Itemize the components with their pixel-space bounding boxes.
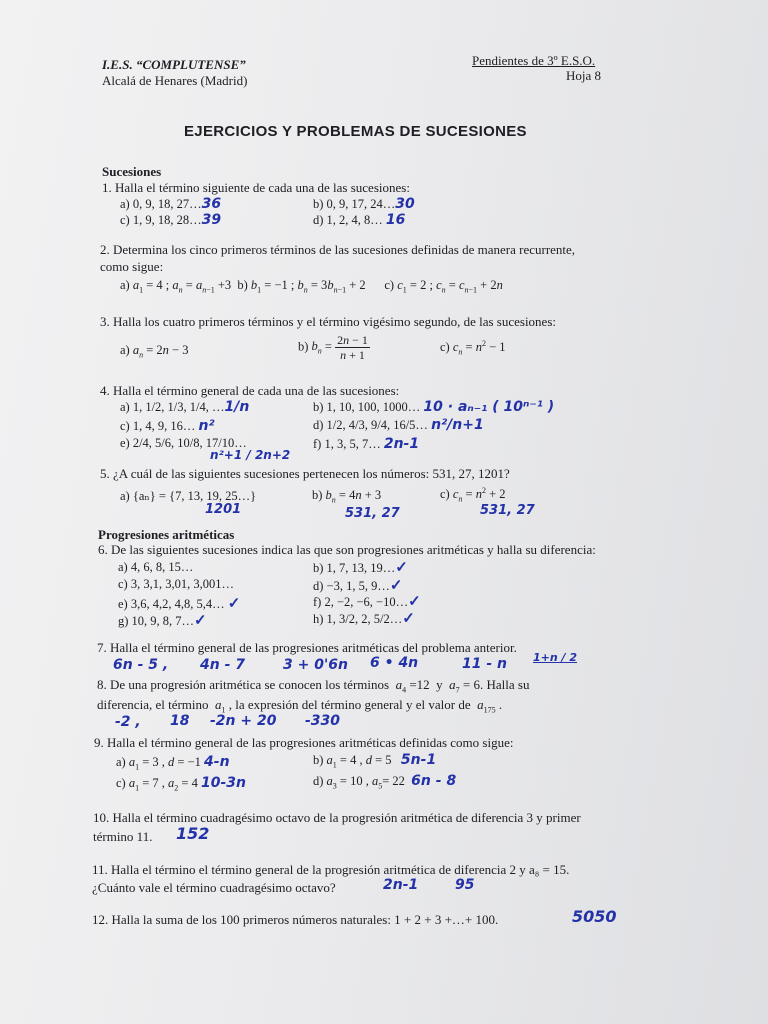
q11-statement-2: ¿Cuánto vale el término cuadragésimo octavo?: [92, 880, 336, 895]
q11-answer-1: 2n-1: [383, 877, 419, 893]
q6-a: a) 4, 6, 8, 15…: [118, 560, 194, 574]
q1-c: c) 1, 9, 18, 28…39: [120, 212, 222, 228]
q6-statement: 6. De las siguientes sucesiones indica las que son progresiones aritméticas y halla su diferencia:: [98, 542, 596, 557]
q3-c: c) $c_n = n^2 - 1$: [440, 339, 506, 357]
sheet-number: Hoja 8: [566, 68, 602, 83]
q9-a-answer: 4-n: [204, 754, 230, 770]
q5-c-answer: 531, 27: [480, 503, 535, 518]
q6-e-check: ✓: [227, 596, 241, 612]
q4-d: d) 1/2, 4/3, 9/4, 16/5… n²/n+1: [313, 417, 484, 433]
q6-f-check: ✓: [408, 594, 421, 610]
q2-statement-1: 2. Determina los cinco primeros términos de las sucesiones definidas de manera recurrente,: [100, 242, 576, 257]
q1-c-answer: 39: [201, 212, 222, 228]
q4-e-answer: n²+1 / 2n+2: [210, 448, 291, 462]
school-name: I.E.S. “COMPLUTENSE”: [102, 57, 246, 72]
q7-statement: 7. Halla el término general de las progresiones aritméticas del problema anterior.: [97, 640, 517, 655]
q6-g-check: ✓: [194, 613, 207, 629]
q1-a-answer: 36: [201, 196, 222, 212]
section-sucesiones: Sucesiones: [102, 164, 162, 179]
q6-c: c) 3, 3,1, 3,01, 3,001…: [118, 577, 234, 591]
q6-h: h) 1, 3/2, 2, 5/2…✓: [313, 611, 415, 627]
q7-answer-5: 11 - n: [462, 656, 508, 672]
q4-b: b) 1, 10, 100, 1000… 10 · aₙ₋₁ ( 10ⁿ⁻¹ ): [313, 399, 555, 415]
q4-b-answer: 10 · aₙ₋₁ ( 10ⁿ⁻¹ ): [423, 399, 555, 415]
q6-h-check: ✓: [402, 611, 415, 627]
q1-d: d) 1, 2, 4, 8… 16: [313, 212, 406, 228]
q1-a: a) 0, 9, 18, 27…36: [120, 196, 222, 212]
page-title: EJERCICIOS Y PROBLEMAS DE SUCESIONES: [184, 123, 527, 140]
q3-statement: 3. Halla los cuatro primeros términos y el término vigésimo segundo, de las sucesiones:: [100, 314, 556, 329]
q6-f: f) 2, −2, −6, −10…✓: [313, 594, 421, 610]
q6-e: e) 3,6, 4,2, 4,8, 5,4… ✓: [118, 596, 241, 612]
q4-c-answer: n²: [198, 418, 215, 434]
course-label: Pendientes de 3º E.S.O.: [472, 53, 596, 68]
q1-d-answer: 16: [385, 212, 406, 228]
q9-b: b) $a_1 = 4$ , d = 5 5n-1: [313, 752, 437, 770]
q6-d-check: ✓: [389, 578, 403, 594]
q11-answer-2: 95: [455, 877, 475, 893]
q1-b: b) 0, 9, 17, 24…30: [313, 196, 415, 212]
q4-f-answer: 2n-1: [383, 436, 420, 452]
q5-c: c) $c_n = n^2 + 2$: [440, 486, 506, 504]
q5-b: b) $b_n = 4n + 3$: [312, 488, 382, 505]
section-progresiones: Progresiones aritméticas: [98, 527, 235, 542]
q5-a-answer: 1201: [205, 502, 242, 517]
q7-answer-1: 6n - 5 ,: [113, 657, 169, 673]
q4-statement: 4. Halla el término general de cada una de las sucesiones:: [100, 383, 400, 398]
q8-statement-1: 8. De una progresión aritmética se conocen los términos $a_4 =12$ y $a_7 = 6$. Halla su: [97, 677, 530, 695]
q10-answer: 152: [176, 824, 210, 843]
q8-answer-2: 18: [170, 713, 190, 729]
q9-b-answer: 5n-1: [400, 752, 437, 768]
q10-statement-1: 10. Halla el término cuadragésimo octavo de la progresión aritmética de diferencia 3 y primer: [93, 810, 581, 825]
q10-statement-2: término 11.: [93, 829, 153, 844]
q8-answer-1: -2 ,: [115, 714, 141, 730]
q7-answer-4: 6 • 4n: [370, 655, 419, 671]
q4-c: c) 1, 4, 9, 16… n²: [120, 418, 215, 434]
q6-d: d) −3, 1, 5, 9…✓: [313, 578, 403, 594]
q8-answer-4: -330: [305, 713, 341, 729]
q2-formulas: a) $a_1 = 4$ ; $a_n = a_{n-1} +3$ b) $b_1 = -1$ ; $b_n = 3b_{n-1} + 2$ c) $c_1 = 2$ ; $c_n = c_{n-1} + 2n$: [120, 278, 503, 295]
q4-f: f) 1, 3, 5, 7… 2n-1: [313, 436, 420, 452]
q9-d: d) $a_3 = 10$ , $a_5= 22$ 6n - 8: [313, 773, 457, 791]
q6-b-check: ✓: [395, 560, 408, 576]
q5-b-answer: 531, 27: [345, 506, 400, 521]
q5-a: a) {aₙ} = {7, 13, 19, 25…}: [120, 489, 257, 503]
q7-answer-2: 4n - 7: [200, 657, 246, 673]
q9-a: a) $a_1 = 3$ , d = −1 4-n: [116, 754, 230, 772]
school-city: Alcalá de Henares (Madrid): [102, 73, 248, 88]
q12-statement: 12. Halla la suma de los 100 primeros números naturales: 1 + 2 + 3 +…+ 100.: [92, 912, 499, 927]
q7-answer-3: 3 + 0'6n: [283, 657, 348, 673]
q3-b: b) $b_n$ = $\frac{2n - 1}{n + 1}$: [298, 333, 368, 362]
q8-answer-3: -2n + 20: [210, 713, 277, 729]
q4-e: e) 2/4, 5/6, 10/8, 17/10…: [120, 436, 247, 450]
q9-statement: 9. Halla el término general de las progresiones aritméticas definidas como sigue:: [94, 735, 514, 750]
q1-statement: 1. Halla el término siguiente de cada una de las sucesiones:: [102, 180, 410, 195]
q8-statement-2: diferencia, el término $a_1$ , la expresión del término general y el valor de $a_{175}$ .: [97, 697, 503, 715]
q7-answer-6: 1+n / 2: [533, 651, 578, 664]
q3-a: a) $a_n = 2n - 3$: [120, 343, 189, 360]
q2-statement-2: como sigue:: [100, 259, 164, 274]
q6-b: b) 1, 7, 13, 19…✓: [313, 560, 408, 576]
q9-d-answer: 6n - 8: [411, 773, 457, 789]
q9-c: c) $a_1 = 7$ , $a_2 = 4$ 10-3n: [116, 775, 246, 793]
q12-answer: 5050: [572, 907, 617, 926]
q4-a-answer: 1/n: [224, 399, 250, 415]
q11-statement-1: 11. Halla el término el término general de la progresión aritmética de diferencia 2 y a₈ = 15.: [92, 862, 570, 877]
q4-d-answer: n²/n+1: [431, 417, 484, 433]
q6-g: g) 10, 9, 8, 7…✓: [118, 613, 207, 629]
q4-a: a) 1, 1/2, 1/3, 1/4, …1/n: [120, 399, 250, 415]
q1-b-answer: 30: [395, 196, 415, 212]
q9-c-answer: 10-3n: [200, 775, 246, 791]
q5-statement: 5. ¿A cuál de las siguientes sucesiones pertenecen los números: 531, 27, 1201?: [100, 466, 510, 481]
